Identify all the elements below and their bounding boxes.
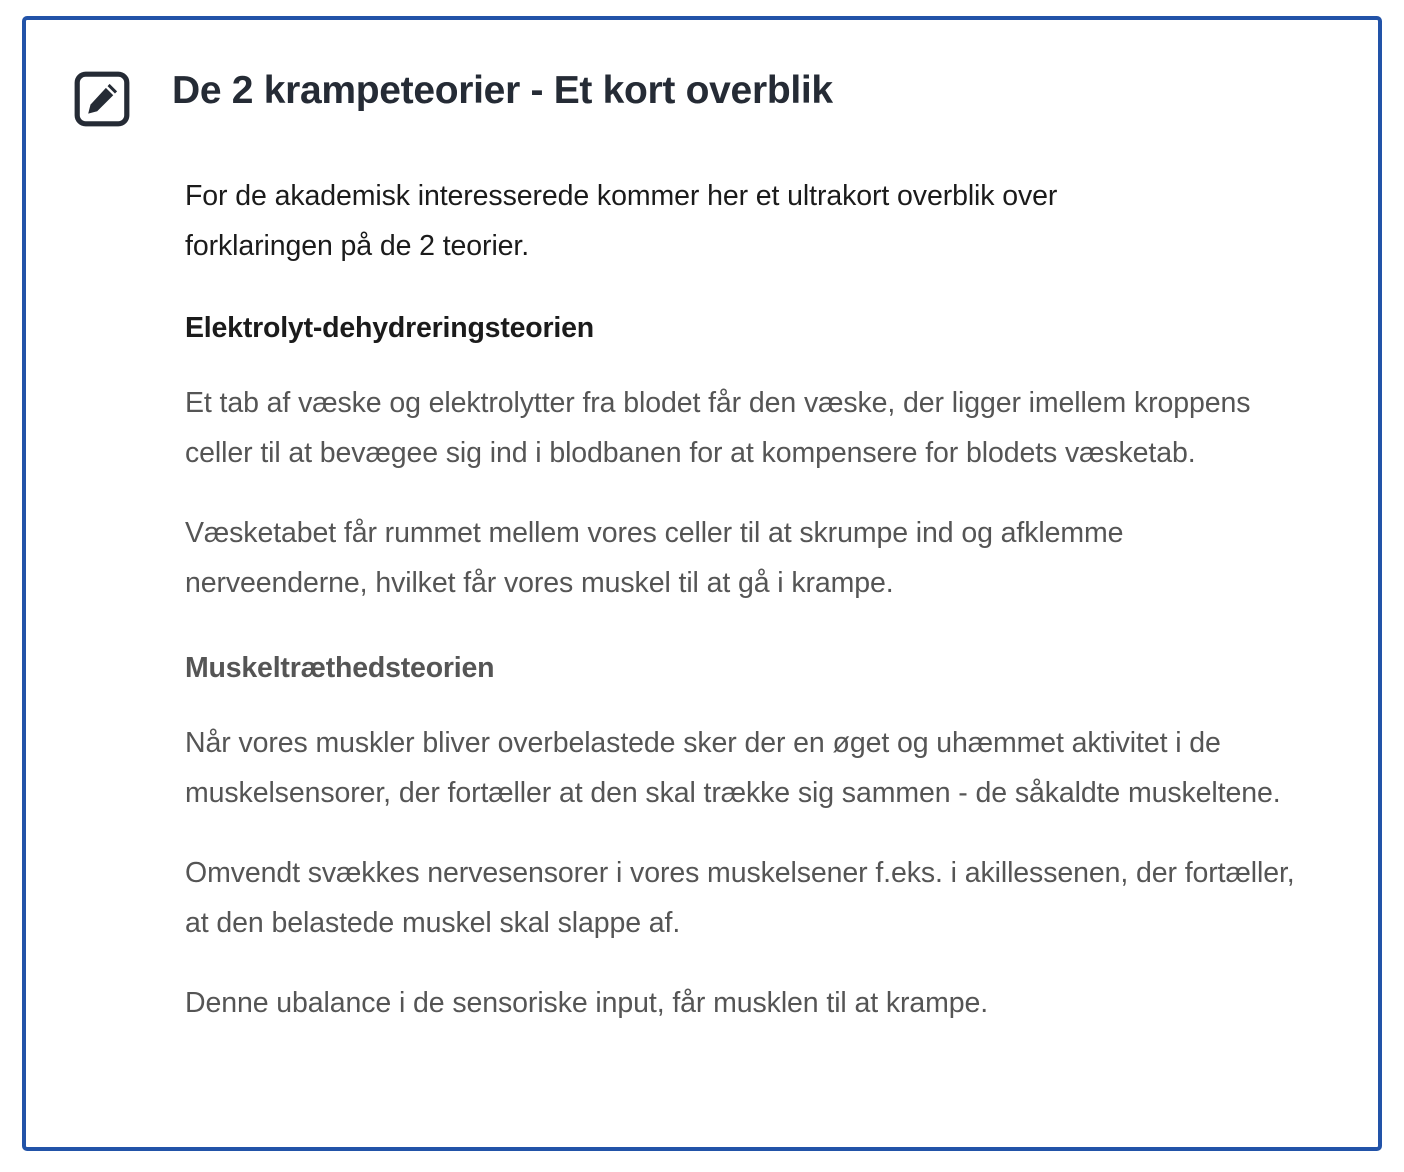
section-paragraph: Denne ubalance i de sensoriske input, får musklen til at krampe. [185, 987, 989, 1019]
edit-pencil-square-icon [73, 70, 131, 128]
callout-box [22, 16, 1382, 1151]
callout-body [26, 171, 1378, 1028]
section-paragraph: Væsketabet får rummet mellem vores celler til at skrumpe ind og afklemme nerveenderne, hvilket får vores muskel til at gå i krampe. [185, 517, 1124, 599]
section-paragraph: Omvendt svækkes nervesensorer i vores muskelsener f.eks. i akillessenen, der fortæller, at den belastede muskel skal slappe af. [185, 857, 1295, 939]
section-paragraph: Et tab af væske og elektrolytter fra blodet får den væske, der ligger imellem kroppens celler til at bevægee sig ind i blodbanen for at kompensere for blodets væsketab. [185, 387, 1251, 469]
page-title: De 2 krampeteorier - Et kort overblik [172, 69, 833, 112]
section-heading-electrolyte: Elektrolyt-dehydreringsteorien [185, 312, 594, 344]
section-paragraph: Når vores muskler bliver overbelastede sker der en øget og uhæmmet aktivitet i de muskelsensorer, der fortæller at den skal trække sig sammen - de såkaldte muskeltene. [185, 727, 1281, 809]
intro-paragraph: For de akademisk interesserede kommer her et ultrakort overblik over forklaringen på de 2 teorier. [185, 180, 1058, 262]
section-heading-muscle-fatigue: Muskeltræthedsteorien [185, 652, 495, 684]
callout-header [26, 20, 1378, 128]
